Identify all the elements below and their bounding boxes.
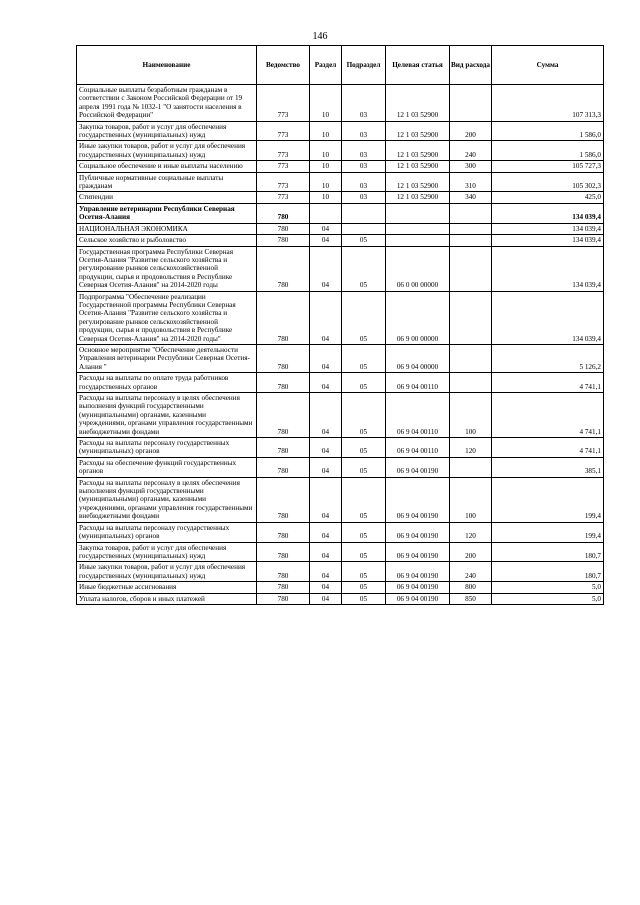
cell-sum: 5,0: [492, 582, 604, 593]
cell-dept: 773: [257, 141, 310, 161]
cell-dept: 780: [257, 373, 310, 393]
table-row: [77, 582, 604, 593]
cell-subsection: [342, 223, 386, 234]
header-dept: Ведомство: [257, 46, 310, 85]
cell-name: Иные бюджетные ассигнования: [77, 582, 257, 593]
cell-sum: 105 727,3: [492, 161, 604, 172]
cell-section: 04: [310, 291, 342, 344]
cell-name: Государственная программа Республики Северная Осетия-Алания "Развитие сельского хозяйства и регулирование рынков сельскохозяйственной продукции, сырья и продовольствия в Республике Северная Осетия-Алания" на 2014-2020 годы: [77, 246, 257, 291]
cell-dept: 780: [257, 477, 310, 522]
cell-name: Сельское хозяйство и рыболовство: [77, 235, 257, 246]
cell-exp-type: [450, 373, 492, 393]
cell-subsection: 05: [342, 344, 386, 372]
cell-target: 06 9 04 00190: [386, 477, 450, 522]
cell-section: 04: [310, 235, 342, 246]
table-row: [77, 373, 604, 393]
table-row: [77, 291, 604, 344]
cell-sum: 199,4: [492, 477, 604, 522]
table-row: [77, 141, 604, 161]
cell-target: 12 1 03 52900: [386, 192, 450, 203]
cell-target: 06 9 04 00190: [386, 562, 450, 582]
cell-target: 06 9 04 00110: [386, 393, 450, 438]
cell-subsection: 05: [342, 593, 386, 604]
cell-exp-type: [450, 203, 492, 223]
cell-sum: 385,1: [492, 457, 604, 477]
cell-name: Расходы на выплаты персоналу государственных (муниципальных) органов: [77, 522, 257, 542]
cell-name: Расходы на выплаты персоналу в целях обеспечения выполнения функций государственными (муниципальными) органами, казенными учреждениями, органами управления государственными внебюджетными фондами: [77, 393, 257, 438]
cell-subsection: 05: [342, 291, 386, 344]
cell-target: 06 9 04 00000: [386, 344, 450, 372]
cell-exp-type: 120: [450, 522, 492, 542]
cell-target: [386, 223, 450, 234]
cell-name: Социальное обеспечение и иные выплаты населению: [77, 161, 257, 172]
cell-section: 04: [310, 593, 342, 604]
cell-name: Публичные нормативные социальные выплаты гражданам: [77, 172, 257, 192]
cell-exp-type: [450, 291, 492, 344]
cell-section: 04: [310, 246, 342, 291]
cell-exp-type: 300: [450, 161, 492, 172]
cell-target: 06 9 00 00000: [386, 291, 450, 344]
cell-sum: 1 586,0: [492, 121, 604, 141]
table-row: [77, 393, 604, 438]
cell-section: 04: [310, 223, 342, 234]
table-row: [77, 246, 604, 291]
table-row: [77, 223, 604, 234]
budget-table: [76, 45, 604, 605]
cell-target: 06 9 04 00190: [386, 542, 450, 562]
cell-sum: 4 741,1: [492, 373, 604, 393]
cell-subsection: 05: [342, 562, 386, 582]
cell-target: 06 9 04 00190: [386, 522, 450, 542]
cell-exp-type: [450, 457, 492, 477]
cell-sum: 105 302,3: [492, 172, 604, 192]
cell-subsection: 05: [342, 542, 386, 562]
table-row: [77, 172, 604, 192]
table-row: [77, 438, 604, 458]
cell-name: Закупка товаров, работ и услуг для обеспечения государственных (муниципальных) нужд: [77, 542, 257, 562]
cell-name: Уплата налогов, сборов и иных платежей: [77, 593, 257, 604]
cell-name: Социальные выплаты безработным гражданам в соответствии с Законом Российской Федерации от 19 апреля 1991 года № 1032-1 "О занятости населения в Российской Федерации": [77, 85, 257, 122]
cell-subsection: 05: [342, 457, 386, 477]
cell-section: 04: [310, 344, 342, 372]
cell-dept: 780: [257, 235, 310, 246]
cell-dept: 780: [257, 344, 310, 372]
table-row: [77, 593, 604, 604]
cell-subsection: 05: [342, 582, 386, 593]
cell-sum: 180,7: [492, 542, 604, 562]
header-subsection: Подраздел: [342, 46, 386, 85]
cell-sum: 134 039,4: [492, 291, 604, 344]
table-row: [77, 161, 604, 172]
cell-section: 10: [310, 141, 342, 161]
cell-exp-type: [450, 85, 492, 122]
cell-section: 04: [310, 438, 342, 458]
cell-subsection: 05: [342, 235, 386, 246]
cell-target: 12 1 03 52900: [386, 141, 450, 161]
cell-dept: 773: [257, 121, 310, 141]
cell-exp-type: 100: [450, 393, 492, 438]
cell-dept: 780: [257, 223, 310, 234]
cell-section: 04: [310, 522, 342, 542]
cell-sum: 134 039,4: [492, 235, 604, 246]
cell-dept: 780: [257, 291, 310, 344]
cell-name: Иные закупки товаров, работ и услуг для обеспечения государственных (муниципальных) нужд: [77, 141, 257, 161]
cell-section: 04: [310, 457, 342, 477]
cell-target: 06 0 00 00000: [386, 246, 450, 291]
cell-exp-type: 310: [450, 172, 492, 192]
cell-subsection: 03: [342, 161, 386, 172]
cell-name: НАЦИОНАЛЬНАЯ ЭКОНОМИКА: [77, 223, 257, 234]
cell-target: 06 9 04 00190: [386, 582, 450, 593]
table-row: [77, 85, 604, 122]
cell-target: [386, 203, 450, 223]
cell-dept: 773: [257, 172, 310, 192]
header-target: Целевая статья: [386, 46, 450, 85]
cell-exp-type: 100: [450, 477, 492, 522]
table-row: [77, 457, 604, 477]
cell-subsection: 03: [342, 192, 386, 203]
cell-target: 06 9 04 00190: [386, 457, 450, 477]
cell-subsection: 05: [342, 373, 386, 393]
cell-dept: 780: [257, 562, 310, 582]
cell-section: 04: [310, 477, 342, 522]
cell-exp-type: [450, 223, 492, 234]
cell-name: Расходы на выплаты по оплате труда работников государственных органов: [77, 373, 257, 393]
cell-section: 10: [310, 161, 342, 172]
header-name: Наименование: [77, 46, 257, 85]
cell-sum: 5 126,2: [492, 344, 604, 372]
cell-section: 04: [310, 562, 342, 582]
cell-exp-type: 340: [450, 192, 492, 203]
table-row: [77, 477, 604, 522]
cell-section: 04: [310, 542, 342, 562]
cell-subsection: 03: [342, 121, 386, 141]
cell-sum: 5,0: [492, 593, 604, 604]
cell-exp-type: 240: [450, 141, 492, 161]
cell-exp-type: 800: [450, 582, 492, 593]
table-row: [77, 203, 604, 223]
page-number: 146: [312, 31, 328, 42]
cell-target: 12 1 03 52900: [386, 172, 450, 192]
cell-subsection: 03: [342, 141, 386, 161]
cell-target: [386, 235, 450, 246]
cell-sum: 107 313,3: [492, 85, 604, 122]
cell-subsection: 05: [342, 522, 386, 542]
cell-section: 10: [310, 85, 342, 122]
cell-name: Иные закупки товаров, работ и услуг для обеспечения государственных (муниципальных) нужд: [77, 562, 257, 582]
cell-name: Расходы на выплаты персоналу государственных (муниципальных) органов: [77, 438, 257, 458]
cell-exp-type: 200: [450, 121, 492, 141]
header-sum: Сумма: [492, 46, 604, 85]
cell-dept: 780: [257, 203, 310, 223]
table-row: [77, 235, 604, 246]
cell-subsection: 03: [342, 172, 386, 192]
cell-exp-type: 850: [450, 593, 492, 604]
cell-section: 04: [310, 373, 342, 393]
cell-section: 04: [310, 582, 342, 593]
cell-dept: 780: [257, 582, 310, 593]
cell-target: 12 1 03 52900: [386, 85, 450, 122]
cell-dept: 780: [257, 522, 310, 542]
cell-exp-type: [450, 344, 492, 372]
cell-exp-type: [450, 235, 492, 246]
cell-exp-type: 120: [450, 438, 492, 458]
cell-section: 10: [310, 121, 342, 141]
header-exp-type: Вид расхода: [450, 46, 492, 85]
cell-name: Управление ветеринарии Республики Северная Осетия-Алания: [77, 203, 257, 223]
cell-dept: 773: [257, 192, 310, 203]
table-row: [77, 344, 604, 372]
table-row: [77, 192, 604, 203]
header-section: Раздел: [310, 46, 342, 85]
cell-section: 10: [310, 172, 342, 192]
cell-name: Закупка товаров, работ и услуг для обеспечения государственных (муниципальных) нужд: [77, 121, 257, 141]
cell-name: Стипендии: [77, 192, 257, 203]
table-row: [77, 121, 604, 141]
cell-dept: 780: [257, 438, 310, 458]
cell-exp-type: 240: [450, 562, 492, 582]
cell-section: 10: [310, 192, 342, 203]
cell-name: Расходы на выплаты персоналу в целях обеспечения выполнения функций государственными (муниципальными) органами, казенными учреждениями, органами управления государственными внебюджетными фондами: [77, 477, 257, 522]
cell-dept: 780: [257, 542, 310, 562]
cell-name: Основное мероприятие "Обеспечение деятельности Управления ветеринарии Республики Северная Осетия-Алания ": [77, 344, 257, 372]
cell-sum: 1 586,0: [492, 141, 604, 161]
cell-subsection: 05: [342, 477, 386, 522]
table-row: [77, 522, 604, 542]
cell-exp-type: 200: [450, 542, 492, 562]
cell-target: 12 1 03 52900: [386, 121, 450, 141]
cell-sum: 199,4: [492, 522, 604, 542]
cell-target: 12 1 03 52900: [386, 161, 450, 172]
cell-subsection: 03: [342, 85, 386, 122]
cell-sum: 4 741,1: [492, 393, 604, 438]
cell-dept: 780: [257, 457, 310, 477]
cell-dept: 780: [257, 393, 310, 438]
cell-subsection: [342, 203, 386, 223]
cell-target: 06 9 04 00110: [386, 438, 450, 458]
cell-target: 06 9 04 00190: [386, 593, 450, 604]
cell-sum: 180,7: [492, 562, 604, 582]
cell-sum: 134 039,4: [492, 203, 604, 223]
cell-target: 06 9 04 00110: [386, 373, 450, 393]
cell-subsection: 05: [342, 246, 386, 291]
cell-dept: 773: [257, 85, 310, 122]
cell-section: [310, 203, 342, 223]
cell-subsection: 05: [342, 438, 386, 458]
table-row: [77, 542, 604, 562]
table-header-row: [77, 46, 604, 85]
cell-sum: 4 741,1: [492, 438, 604, 458]
table-body: [77, 85, 604, 605]
cell-sum: 134 039,4: [492, 246, 604, 291]
cell-subsection: 05: [342, 393, 386, 438]
cell-section: 04: [310, 393, 342, 438]
cell-dept: 780: [257, 593, 310, 604]
cell-dept: 780: [257, 246, 310, 291]
cell-sum: 134 039,4: [492, 223, 604, 234]
cell-dept: 773: [257, 161, 310, 172]
table-row: [77, 562, 604, 582]
cell-exp-type: [450, 246, 492, 291]
cell-name: Расходы на обеспечение функций государственных органов: [77, 457, 257, 477]
cell-sum: 425,0: [492, 192, 604, 203]
cell-name: Подпрограмма "Обеспечение реализации Государственной программы Республики Северная Осетия-Алания "Развитие сельского хозяйства и регулирование рынков сельскохозяйственной продукции, сырья и продовольствия в Республике Северная Осетия-Алания" на 2014-2020 годы": [77, 291, 257, 344]
